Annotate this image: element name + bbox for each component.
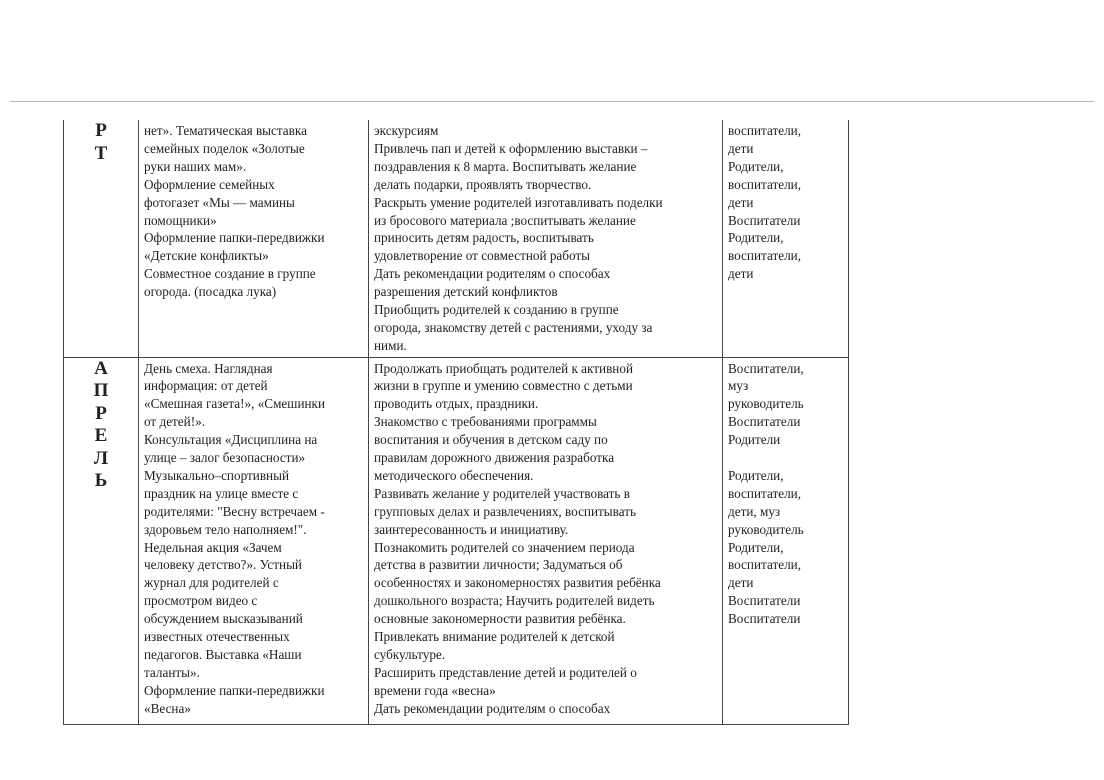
event-text-line: человеку детство?». Устный: [144, 557, 302, 573]
event-text-line: Оформление папки-передвижки: [144, 682, 325, 698]
goal-text-line: правилам дорожного движения разработка: [374, 450, 615, 466]
participant-text-line: дети: [728, 140, 754, 156]
goal-text-line: удовлетворение от совместной работы: [374, 248, 591, 264]
event-text-line: фотогазет «Мы — мамины: [144, 194, 295, 210]
goal-text-line: дошкольного возраста; Научить родителей видеть: [374, 593, 655, 609]
participant-text-line: воспитатели,: [728, 485, 802, 501]
goal-text-line: из бросового материала ;воспитывать желание: [374, 212, 636, 228]
participant-text-line: муз: [728, 378, 749, 394]
event-text-line: руки наших мам».: [144, 158, 247, 174]
goals-cell-march: [369, 120, 723, 357]
event-text-line: педагогов. Выставка «Наши: [144, 647, 302, 662]
month-letter: Л: [93, 447, 109, 469]
goal-text-line: Продолжать приобщать родителей к активной: [374, 360, 634, 376]
page-top-rule: [10, 101, 1094, 102]
events-cell-march: [139, 120, 369, 357]
event-text-line: таланты».: [144, 664, 200, 680]
goal-text-line: делать подарки, проявлять творчество.: [374, 176, 592, 192]
event-text-line: помощники»: [144, 212, 217, 228]
participant-text-line: [728, 449, 845, 467]
event-text-line: «Детские конфликты»: [144, 248, 269, 264]
event-text-line: «Весна»: [144, 700, 191, 716]
participant-text-line: дети, муз: [728, 503, 781, 519]
goal-text-line: субкультуре.: [374, 647, 446, 662]
event-text-line: здоровьем тело наполняем!".: [144, 521, 307, 537]
month-letter: Р: [95, 120, 107, 141]
month-cell-april: [64, 357, 139, 724]
goal-text-line: Дать рекомендации родителям о способах: [374, 266, 611, 282]
event-text-line: Консультация «Дисциплина на: [144, 432, 318, 448]
goal-text-line: жизни в группе и умению совместно с детьми: [374, 378, 633, 394]
goal-text-line: Расширить представление детей и родителей о: [374, 664, 637, 680]
goal-text-line: Раскрыть умение родителей изготавливать поделки: [374, 194, 663, 210]
participant-text-line: Родители: [728, 432, 781, 448]
month-letter: А: [94, 357, 108, 379]
participant-text-line: дети: [728, 266, 754, 282]
participant-text-line: воспитатели,: [728, 176, 802, 192]
participant-text-line: Воспитатели,: [728, 360, 804, 376]
participant-text-line: Воспитатели: [728, 593, 801, 609]
goal-text-line: приносить детям радость, воспитывать: [374, 230, 594, 246]
event-text-line: праздник на улице вместе с: [144, 485, 299, 501]
goals-cell-april: [369, 357, 723, 724]
participant-text-line: Воспитатели: [728, 212, 801, 228]
goal-text-line: ними.: [374, 337, 407, 353]
goal-text-line: Привлекать внимание родителей к детской: [374, 629, 615, 645]
events-cell-april: [139, 357, 369, 724]
goal-text-line: экскурсиям: [374, 123, 439, 138]
participant-text-line: Воспитатели: [728, 611, 801, 627]
month-letter: Ь: [94, 470, 108, 491]
goal-text-line: групповых делах и развлечениях, воспитывать: [374, 503, 637, 519]
event-text-line: улице – залог безопасности»: [144, 450, 306, 466]
event-text-line: «Смешная газета!», «Смешинки: [144, 396, 326, 412]
participant-text-line: Воспитатели: [728, 414, 801, 430]
goal-text-line: Познакомить родителей со значением периода: [374, 539, 635, 555]
participant-text-line: Родители,: [728, 230, 784, 246]
participant-text-line: воспитатели,: [728, 248, 802, 264]
goal-text-line: особенностях и закономерностях развития ребёнка: [374, 575, 661, 591]
goal-text-line: Развивать желание у родителей участвовать в: [374, 485, 630, 501]
event-text-line: от детей!».: [144, 414, 205, 430]
goal-text-line: заинтересованность и инициативу.: [374, 521, 569, 537]
month-letter: Р: [95, 402, 107, 424]
month-letter: Т: [94, 142, 108, 164]
goal-text-line: методического обеспечения.: [374, 467, 534, 483]
participant-text-line: воспитатели,: [728, 123, 802, 138]
event-text-line: Оформление семейных: [144, 176, 275, 192]
goal-text-line: проводить отдых, праздники.: [374, 396, 539, 412]
event-text-line: обсуждением высказываний: [144, 611, 303, 627]
table-row-april: [64, 357, 849, 724]
goal-text-line: основные закономерности развития ребёнка.: [374, 611, 626, 627]
participant-text-line: дети: [728, 194, 754, 210]
event-text-line: Музыкально–спортивный: [144, 467, 290, 483]
event-text-line: журнал для родителей с: [144, 575, 279, 591]
event-text-line: Недельная акция «Зачем: [144, 539, 282, 555]
goal-text-line: Знакомство с требованиями программы: [374, 414, 597, 430]
participant-text-line: воспитатели,: [728, 557, 802, 573]
goal-text-line: воспитания и обучения в детском саду по: [374, 432, 608, 448]
goal-text-line: времени года «весна»: [374, 682, 496, 698]
participant-text-line: дети: [728, 575, 754, 591]
event-text-line: День смеха. Наглядная: [144, 360, 273, 376]
goal-text-line: поздравления к 8 марта. Воспитывать желание: [374, 158, 637, 174]
participant-text-line: Родители,: [728, 539, 784, 555]
goal-text-line: Приобщить родителей к созданию в группе: [374, 302, 619, 318]
participants-cell-march: [723, 120, 849, 357]
event-text-line: огорода. (посадка лука): [144, 284, 277, 300]
event-text-line: нет». Тематическая выставка: [144, 123, 307, 138]
participant-text-line: руководитель: [728, 521, 804, 537]
participant-text-line: руководитель: [728, 396, 804, 412]
event-text-line: просмотром видео с: [144, 593, 258, 609]
month-letter: Е: [94, 425, 108, 446]
event-text-line: информация: от детей: [144, 378, 268, 394]
event-text-line: Совместное создание в группе: [144, 266, 316, 282]
event-text-line: Оформление папки-передвижки: [144, 230, 325, 246]
month-letter: П: [93, 380, 109, 401]
goal-text-line: детства в развитии личности; Задуматься об: [374, 557, 623, 573]
event-text-line: семейных поделок «Золотые: [144, 140, 305, 156]
goal-text-line: Привлечь пап и детей к оформлению выставки –: [374, 140, 648, 156]
participants-cell-april: [723, 357, 849, 724]
event-text-line: известных отечественных: [144, 629, 290, 645]
goal-text-line: разрешения детский конфликтов: [374, 284, 558, 300]
goal-text-line: огорода, знакомству детей с растениями, уходу за: [374, 319, 653, 335]
event-text-line: родителями: "Весну встречаем -: [144, 503, 325, 519]
month-cell-march: [64, 120, 139, 357]
goal-text-line: Дать рекомендации родителям о способах: [374, 700, 611, 716]
work-plan-table: [63, 120, 849, 725]
participant-text-line: Родители,: [728, 467, 784, 483]
table-row-march: [64, 120, 849, 357]
participant-text-line: Родители,: [728, 158, 784, 174]
